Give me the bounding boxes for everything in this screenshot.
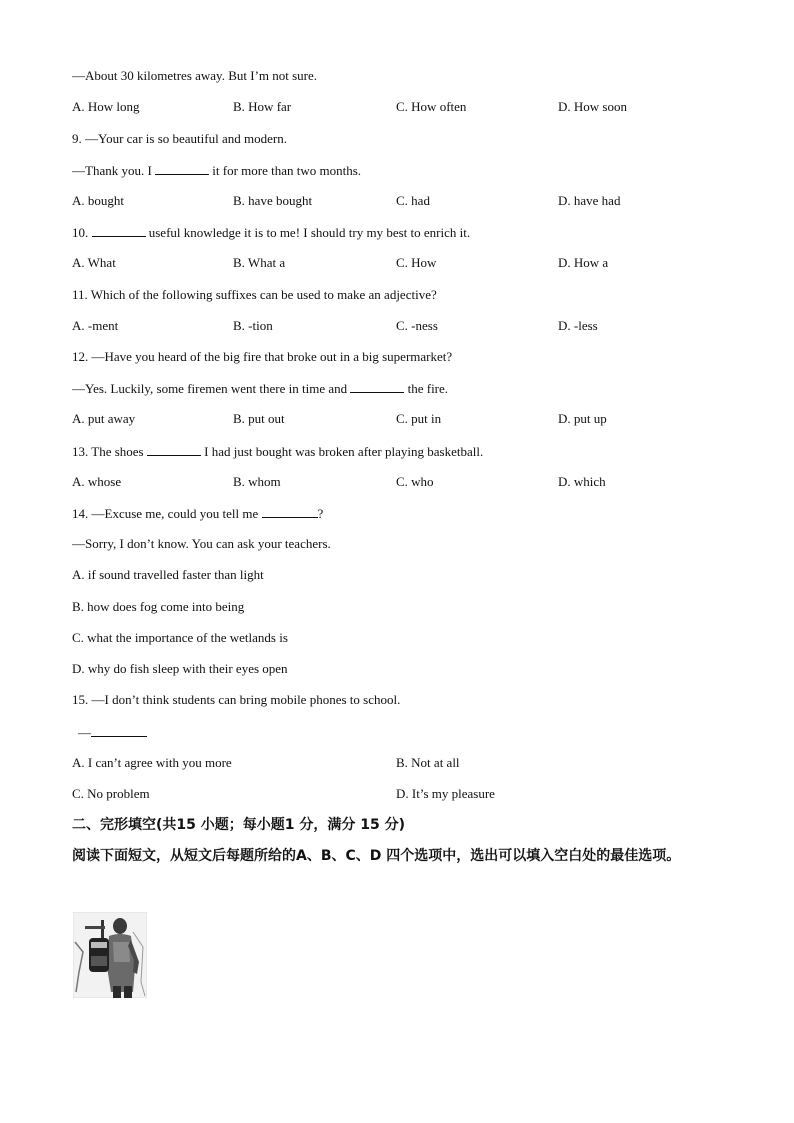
q13-post: I had just bought was broken after playing basketball. (204, 444, 484, 459)
q10-option-c: C. How (396, 255, 437, 270)
q12-option-d: D. put up (558, 411, 607, 426)
q12-option-b: B. put out (233, 411, 285, 426)
q15-line2 (78, 724, 147, 741)
q9-option-a: A. bought (72, 193, 124, 208)
q15-option-b: B. Not at all (396, 755, 460, 770)
q13-option-d: D. which (558, 474, 606, 489)
q11-option-b: B. -tion (233, 318, 273, 333)
q15-option-d: D. It’s my pleasure (396, 786, 495, 801)
q13-option-c: C. who (396, 474, 434, 489)
q8-option-b: B. How far (233, 99, 292, 114)
q12-line2 (72, 380, 448, 397)
q14-blank (262, 505, 318, 518)
q8-option-a: A. How long (72, 99, 140, 114)
q9-line2 (72, 162, 361, 179)
q13-blank (147, 443, 201, 456)
q11-option-c: C. -ness (396, 318, 438, 333)
section2-instruction: 阅读下面短文，从短文后每题所给的A、B、C、D 四个选项中，选出可以填入空白处的最佳选项。 (72, 848, 681, 864)
q10-blank (92, 224, 146, 237)
q14-line1 (72, 505, 323, 522)
q15-blank (91, 724, 147, 737)
q11-option-a: A. -ment (72, 318, 119, 333)
q14-option-a: A. if sound travelled faster than light (72, 567, 264, 582)
q9-blank (155, 162, 209, 175)
q8-answer-line: —About 30 kilometres away. But I’m not sure. (72, 68, 318, 83)
q9-option-d: D. have had (558, 193, 621, 208)
q15-line1: 15. —I don’t think students can bring mobile phones to school. (72, 692, 401, 707)
q15-option-a: A. I can’t agree with you more (72, 755, 232, 770)
q13-pre: 13. The shoes (72, 444, 144, 459)
q15-option-c: C. No problem (72, 786, 150, 801)
q8-option-d: D. How soon (558, 99, 627, 114)
section2-heading: 二、完形填空(共15 小题；每小题1 分，满分 15 分) (72, 817, 405, 833)
q10-post: useful knowledge it is to me! I should try my best to enrich it. (148, 225, 471, 240)
q10-pre: 10. (72, 225, 89, 240)
q11-line1: 11. Which of the following suffixes can be used to make an adjective? (72, 287, 437, 302)
q12-line2-pre: —Yes. Luckily, some firemen went there in time and (72, 381, 348, 396)
q10-option-a: A. What (72, 255, 116, 270)
q14-option-d: D. why do fish sleep with their eyes open (72, 661, 288, 676)
q12-option-a: A. put away (72, 411, 136, 426)
q9-line2-post: it for more than two months. (212, 163, 362, 178)
q14-option-c: C. what the importance of the wetlands is (72, 630, 288, 645)
q13-option-a: A. whose (72, 474, 122, 489)
q10-option-b: B. What a (233, 255, 286, 270)
q10-line (72, 224, 470, 241)
q12-line1: 12. —Have you heard of the big fire that broke out in a big supermarket? (72, 349, 453, 364)
q14-line2: —Sorry, I don’t know. You can ask your teachers. (72, 536, 331, 551)
q11-option-d: D. -less (558, 318, 598, 333)
man-with-backpack-photo (73, 912, 147, 998)
q9-line2-pre: —Thank you. I (72, 163, 152, 178)
q8-option-c: C. How often (396, 99, 467, 114)
q12-line2-post: the fire. (407, 381, 449, 396)
q9-option-b: B. have bought (233, 193, 313, 208)
q13-line (72, 443, 483, 460)
q15-line2-pre: — (78, 725, 91, 740)
q9-option-c: C. had (396, 193, 430, 208)
q12-option-c: C. put in (396, 411, 442, 426)
q14-option-b: B. how does fog come into being (72, 599, 245, 614)
q14-line1-pre: 14. —Excuse me, could you tell me (72, 506, 259, 521)
q13-option-b: B. whom (233, 474, 281, 489)
q10-option-d: D. How a (558, 255, 609, 270)
q14-line1-post: ? (317, 506, 324, 521)
q12-blank (350, 380, 404, 393)
q9-line1: 9. —Your car is so beautiful and modern. (72, 131, 287, 146)
